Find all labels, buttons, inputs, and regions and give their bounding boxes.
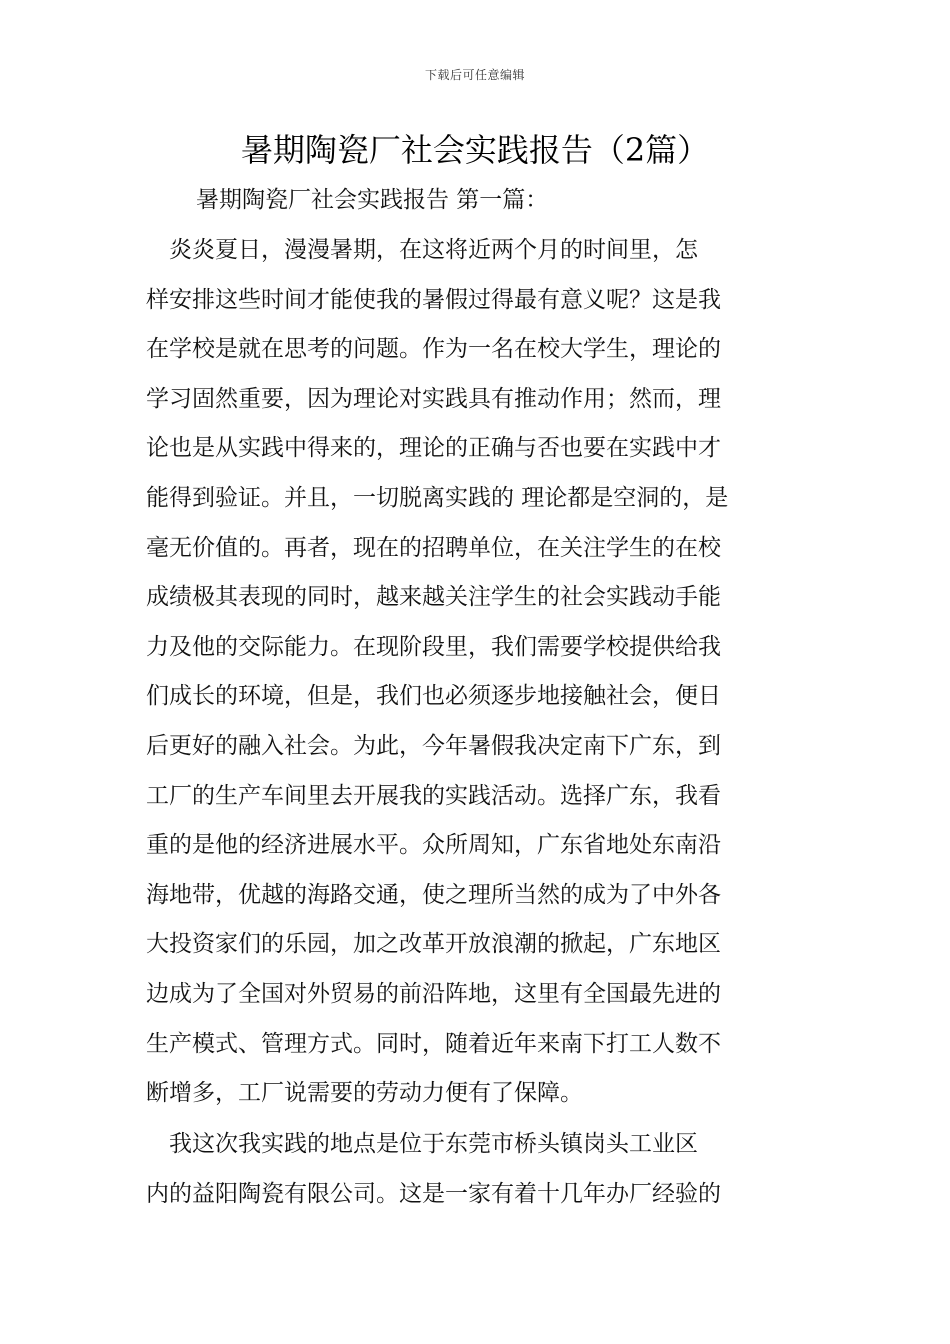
document-title: 暑期陶瓷厂社会实践报告（2篇） xyxy=(240,131,710,169)
paragraph-line: 海地带，优越的海路交通，使之理所当然的成为了中外各 xyxy=(146,881,721,908)
section-subtitle: 暑期陶瓷厂社会实践报告 第一篇： xyxy=(196,187,549,213)
paragraph-line: 力及他的交际能力。在现阶段里，我们需要学校提供给我 xyxy=(146,633,721,660)
paragraph-line: 炎炎夏日，漫漫暑期，在这将近两个月的时间里，怎 xyxy=(146,237,698,263)
paragraph-line: 我这次我实践的地点是位于东莞市桥头镇岗头工业区 xyxy=(146,1131,698,1157)
paragraph-line: 重的是他的经济进展水平。众所周知，广东省地处东南沿 xyxy=(146,832,721,859)
paragraph-line: 能得到验证。并且，一切脱离实践的 理论都是空洞的，是 xyxy=(146,484,729,511)
paragraph-line: 们成长的环境，但是，我们也必须逐步地接触社会，便日 xyxy=(146,683,721,710)
paragraph-2 xyxy=(146,1120,806,1219)
paragraph-line: 样安排这些时间才能使我的暑假过得最有意义呢？这是我 xyxy=(146,286,721,313)
paragraph-line: 后更好的融入社会。为此，今年暑假我决定南下广东，到 xyxy=(146,732,721,759)
header-note: 下载后可任意编辑 xyxy=(424,68,525,82)
paragraph-line: 成绩极其表现的同时，越来越关注学生的社会实践动手能 xyxy=(146,584,721,611)
paragraph-line: 毫无价值的。再者，现在的招聘单位，在关注学生的在校 xyxy=(146,534,721,561)
paragraph-line: 工厂的生产车间里去开展我的实践活动。选择广东，我看 xyxy=(146,782,721,809)
paragraph-line: 大投资家们的乐园，加之改革开放浪潮的掀起，广东地区 xyxy=(146,931,721,958)
paragraph-line: 内的益阳陶瓷有限公司。这是一家有着十几年办厂经验的 xyxy=(146,1180,721,1207)
paragraph-line: 生产模式、管理方式。同时，随着近年来南下打工人数不 xyxy=(146,1030,721,1057)
paragraph-line: 边成为了全国对外贸易的前沿阵地，这里有全国最先进的 xyxy=(146,980,721,1007)
paragraph-line: 学习固然重要，因为理论对实践具有推动作用；然而，理 xyxy=(146,385,721,412)
paragraph-line: 断增多，工厂说需要的劳动力便有了保障。 xyxy=(146,1080,583,1107)
paragraph-line: 论也是从实践中得来的，理论的正确与否也要在实践中才 xyxy=(146,435,721,462)
paragraph-1 xyxy=(146,226,806,1119)
paragraph-line: 在学校是就在思考的问题。作为一名在校大学生，理论的 xyxy=(146,336,721,363)
